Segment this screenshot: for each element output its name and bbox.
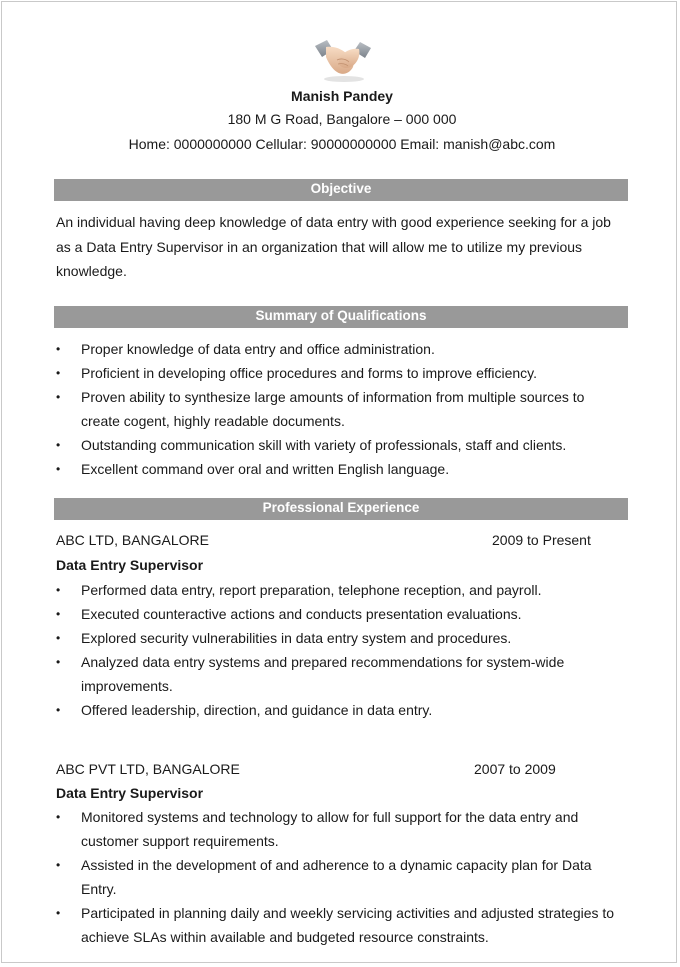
qualifications-list — [56, 337, 626, 481]
list-item: • Proper knowledge of data entry and office administration. — [56, 337, 626, 361]
job-duties-list — [56, 805, 626, 949]
job-dates: 2009 to Present — [492, 532, 591, 548]
qualifications-heading: Summary of Qualifications — [54, 306, 628, 328]
job-company: ABC PVT LTD, BANGALORE — [56, 761, 240, 777]
candidate-name: Manish Pandey — [291, 88, 393, 104]
candidate-contact: Home: 0000000000 Cellular: 90000000000 Email: manish@abc.com — [128, 136, 556, 152]
list-item: • Proven ability to synthesize large amounts of information from multiple sources to create cogent, highly readable documents. — [56, 385, 626, 433]
list-item: • Assisted in the development of and adherence to a dynamic capacity plan for Data Entry. — [56, 853, 626, 901]
list-item: • Executed counteractive actions and conducts presentation evaluations. — [56, 602, 626, 626]
resume-page — [1, 1, 677, 963]
list-item: • Outstanding communication skill with variety of professionals, staff and clients. — [56, 433, 626, 457]
list-item: • Performed data entry, report preparation, telephone reception, and payroll. — [56, 578, 626, 602]
objective-heading: Objective — [54, 179, 628, 201]
list-item: • Analyzed data entry systems and prepared recommendations for system-wide improvements. — [56, 650, 626, 698]
job-title: Data Entry Supervisor — [56, 557, 204, 573]
list-item: • Participated in planning daily and weekly servicing activities and adjusted strategies to achieve SLAs within available and budgeted resource constraints. — [56, 901, 626, 949]
list-item: • Offered leadership, direction, and guidance in data entry. — [56, 698, 626, 722]
job-company: ABC LTD, BANGALORE — [56, 532, 210, 548]
experience-heading: Professional Experience — [54, 498, 628, 520]
list-item: • Explored security vulnerabilities in data entry system and procedures. — [56, 626, 626, 650]
list-item: • Excellent command over oral and written English language. — [56, 457, 626, 481]
candidate-address: 180 M G Road, Bangalore – 000 000 — [227, 111, 457, 127]
job-duties-list — [56, 578, 626, 722]
handshake-icon — [313, 38, 373, 84]
job-dates: 2007 to 2009 — [474, 761, 556, 777]
objective-text: An individual having deep knowledge of data entry with good experience seeking for a job as a Data Entry Supervisor in an organization that will allow me to utilize my previous knowledge. — [56, 214, 611, 279]
list-item: • Monitored systems and technology to allow for full support for the data entry and customer support requirements. — [56, 805, 626, 853]
list-item: • Proficient in developing office procedures and forms to improve efficiency. — [56, 361, 626, 385]
job-title: Data Entry Supervisor — [56, 785, 204, 801]
